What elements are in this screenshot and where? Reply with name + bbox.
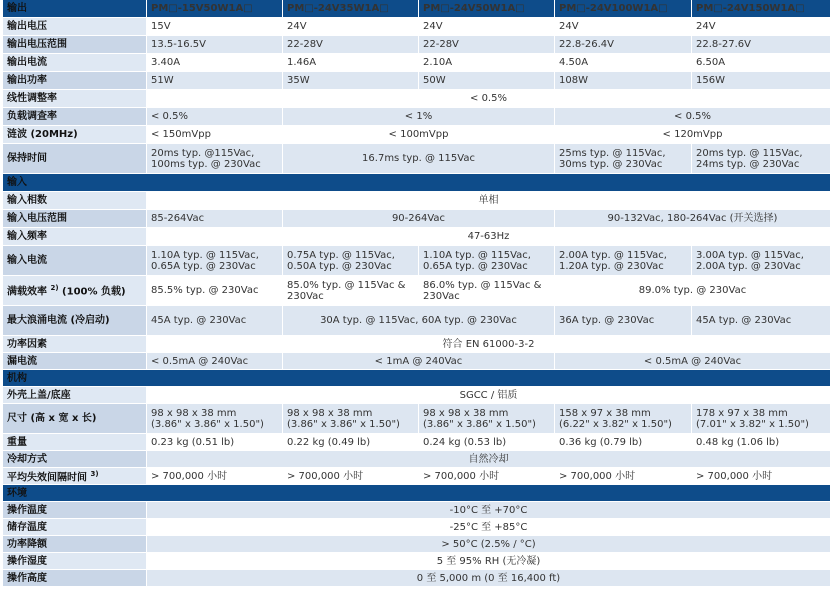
cell: 85-264Vac (147, 210, 283, 228)
table-row (3, 192, 831, 210)
cell (555, 246, 692, 276)
table-row (3, 276, 831, 306)
cell: < 0.5mA @ 240Vac (555, 353, 831, 370)
cell-line: 1.10A typ. @ 115Vac, (151, 249, 259, 261)
cell: 22.8-26.4V (555, 36, 692, 54)
row-label: 重量 (3, 434, 147, 451)
table-row (3, 536, 831, 553)
cell (419, 404, 555, 434)
cell: > 50°C (2.5% / °C) (147, 536, 831, 553)
cell-line: 2.00A typ. @ 115Vac, (559, 249, 667, 261)
label-text: 满载效率 (7, 286, 47, 298)
cell (692, 246, 831, 276)
table-row (3, 54, 831, 72)
table-row (3, 126, 831, 144)
table-row (3, 108, 831, 126)
cell: 15V (147, 18, 283, 36)
cell: 108W (555, 72, 692, 90)
cell: 13.5-16.5V (147, 36, 283, 54)
cell: 0.24 kg (0.53 lb) (419, 434, 555, 451)
cell-line: 24ms typ. @ 230Vac (696, 158, 800, 170)
table-row (3, 353, 831, 370)
cell-line: (3.86" x 3.86" x 1.50") (287, 418, 400, 430)
row-label: 漏电流 (3, 353, 147, 370)
cell: 156W (692, 72, 831, 90)
row-label: 储存温度 (3, 519, 147, 536)
cell-line: 2.00A typ. @ 230Vac (696, 260, 801, 272)
cell-line: (3.86" x 3.86" x 1.50") (151, 418, 264, 430)
cell (692, 144, 831, 174)
cell: < 120mVpp (555, 126, 831, 144)
cell: 36A typ. @ 230Vac (555, 306, 692, 336)
cell: < 0.5% (555, 108, 831, 126)
cell: < 0.5% (147, 108, 283, 126)
spec-table (3, 0, 831, 587)
section-mechanical-label: 机构 (3, 370, 831, 387)
table-row (3, 451, 831, 468)
cell-line: 0.65A typ. @ 230Vac (151, 260, 256, 272)
cell: 85.5% typ. @ 230Vac (147, 276, 283, 306)
cell (147, 404, 283, 434)
row-label (3, 468, 147, 485)
cell: 24V (283, 18, 419, 36)
label-text: 平均失效间隔时间 (7, 472, 87, 484)
cell-line: 30ms typ. @ 230Vac (559, 158, 663, 170)
cell (555, 144, 692, 174)
cell: 51W (147, 72, 283, 90)
cell-line: 0.50A typ. @ 230Vac (287, 260, 392, 272)
cell-line: 20ms typ. @115Vac, (151, 147, 255, 159)
cell: 50W (419, 72, 555, 90)
environment-header-row (3, 485, 831, 502)
cell: 4.50A (555, 54, 692, 72)
cell-line: 98 x 98 x 38 mm (151, 407, 237, 419)
table-row (3, 210, 831, 228)
cell-line: 25ms typ. @ 115Vac, (559, 147, 666, 159)
table-row (3, 519, 831, 536)
cell-line: 0.65A typ. @ 230Vac (423, 260, 528, 272)
cell: 0.36 kg (0.79 lb) (555, 434, 692, 451)
table-row (3, 72, 831, 90)
row-label: 负载调查率 (3, 108, 147, 126)
cell: 3.40A (147, 54, 283, 72)
row-label: 最大浪涌电流 (冷启动) (3, 306, 147, 336)
row-label: 外壳上盖/底座 (3, 387, 147, 404)
table-row (3, 18, 831, 36)
cell: 单相 (147, 192, 831, 210)
model-header: PM□-15V50W1A□ (147, 0, 283, 18)
footnote-marker: 3) (90, 470, 99, 478)
cell: 0.23 kg (0.51 lb) (147, 434, 283, 451)
cell: -10°C 至 +70°C (147, 502, 831, 519)
cell: 22-28V (283, 36, 419, 54)
cell: 24V (692, 18, 831, 36)
cell: 89.0% typ. @ 230Vac (555, 276, 831, 306)
table-row (3, 306, 831, 336)
cell (419, 276, 555, 306)
cell: > 700,000 小时 (419, 468, 555, 485)
row-label: 输入电压范围 (3, 210, 147, 228)
footnote-marker: 2) (50, 284, 59, 293)
table-row (3, 387, 831, 404)
row-label: 冷却方式 (3, 451, 147, 468)
section-output-label: 输出 (3, 0, 147, 18)
cell-line: 230Vac (287, 290, 324, 302)
cell-line: 1.10A typ. @ 115Vac, (423, 249, 531, 261)
cell-line: 230Vac (423, 290, 460, 302)
cell (555, 404, 692, 434)
cell: 90-132Vac, 180-264Vac (开关选择) (555, 210, 831, 228)
row-label: 输出电流 (3, 54, 147, 72)
table-row (3, 553, 831, 570)
cell-line: 1.20A typ. @ 230Vac (559, 260, 664, 272)
section-environment-label: 环境 (3, 485, 831, 502)
table-row (3, 502, 831, 519)
cell-line: 85.0% typ. @ 115Vac & (287, 279, 406, 291)
cell-line: 0.75A typ. @ 115Vac, (287, 249, 395, 261)
cell-line: 100ms typ. @ 230Vac (151, 158, 261, 170)
table-row (3, 228, 831, 246)
cell: 2.10A (419, 54, 555, 72)
row-label: 操作温度 (3, 502, 147, 519)
cell: > 700,000 小时 (555, 468, 692, 485)
cell (147, 144, 283, 174)
input-header-row (3, 174, 831, 192)
row-label: 操作湿度 (3, 553, 147, 570)
row-label: 输入电流 (3, 246, 147, 276)
section-input-label: 输入 (3, 174, 831, 192)
row-label: 功率因素 (3, 336, 147, 353)
cell: 24V (555, 18, 692, 36)
cell: < 1% (283, 108, 555, 126)
cell: 24V (419, 18, 555, 36)
cell: 符合 EN 61000-3-2 (147, 336, 831, 353)
cell (692, 404, 831, 434)
table-row (3, 468, 831, 485)
cell-line: 98 x 98 x 38 mm (423, 407, 509, 419)
row-label: 输出功率 (3, 72, 147, 90)
cell-line: 20ms typ. @ 115Vac, (696, 147, 803, 159)
row-label: 涟波 (20MHz) (3, 126, 147, 144)
cell: 1.46A (283, 54, 419, 72)
row-label (3, 276, 147, 306)
row-label: 尺寸 (高 x 宽 x 长) (3, 404, 147, 434)
cell: 22.8-27.6V (692, 36, 831, 54)
row-label: 操作高度 (3, 570, 147, 587)
table-row (3, 404, 831, 434)
cell-line: 98 x 98 x 38 mm (287, 407, 373, 419)
cell: 35W (283, 72, 419, 90)
model-header: PM□-24V50W1A□ (419, 0, 555, 18)
cell (283, 404, 419, 434)
cell: 16.7ms typ. @ 115Vac (283, 144, 555, 174)
output-header-row (3, 0, 831, 18)
cell: 22-28V (419, 36, 555, 54)
cell-line: (3.86" x 3.86" x 1.50") (423, 418, 536, 430)
table-row (3, 246, 831, 276)
cell (419, 246, 555, 276)
row-label: 输出电压范围 (3, 36, 147, 54)
label-suffix: (100% 负载) (58, 286, 126, 298)
cell: > 700,000 小时 (147, 468, 283, 485)
table-row (3, 570, 831, 587)
cell: 0.22 kg (0.49 lb) (283, 434, 419, 451)
cell: 47-63Hz (147, 228, 831, 246)
cell: > 700,000 小时 (283, 468, 419, 485)
cell-line: (7.01" x 3.82" x 1.50") (696, 418, 809, 430)
table-row (3, 336, 831, 353)
cell (283, 276, 419, 306)
cell (283, 246, 419, 276)
cell: 6.50A (692, 54, 831, 72)
cell: < 150mVpp (147, 126, 283, 144)
cell (147, 246, 283, 276)
row-label: 输入相数 (3, 192, 147, 210)
cell: < 0.5mA @ 240Vac (147, 353, 283, 370)
cell: 45A typ. @ 230Vac (147, 306, 283, 336)
cell: 自然冷却 (147, 451, 831, 468)
cell-line: 3.00A typ. @ 115Vac, (696, 249, 804, 261)
cell: < 1mA @ 240Vac (283, 353, 555, 370)
model-header: PM□-24V150W1A□ (692, 0, 831, 18)
row-label: 功率降额 (3, 536, 147, 553)
cell: SGCC / 铝质 (147, 387, 831, 404)
cell: 45A typ. @ 230Vac (692, 306, 831, 336)
mechanical-header-row (3, 370, 831, 387)
table-row (3, 90, 831, 108)
model-header: PM□-24V35W1A□ (283, 0, 419, 18)
cell: < 0.5% (147, 90, 831, 108)
cell-line: 178 x 97 x 38 mm (696, 407, 788, 419)
row-label: 线性调整率 (3, 90, 147, 108)
cell: 90-264Vac (283, 210, 555, 228)
cell-line: 158 x 97 x 38 mm (559, 407, 651, 419)
cell: 0.48 kg (1.06 lb) (692, 434, 831, 451)
cell: 0 至 5,000 m (0 至 16,400 ft) (147, 570, 831, 587)
row-label: 保持时间 (3, 144, 147, 174)
model-header: PM□-24V100W1A□ (555, 0, 692, 18)
table-row (3, 434, 831, 451)
cell: 5 至 95% RH (无冷凝) (147, 553, 831, 570)
cell-line: 86.0% typ. @ 115Vac & (423, 279, 542, 291)
table-row (3, 144, 831, 174)
cell: > 700,000 小时 (692, 468, 831, 485)
cell: < 100mVpp (283, 126, 555, 144)
cell: -25°C 至 +85°C (147, 519, 831, 536)
table-row (3, 36, 831, 54)
row-label: 输出电压 (3, 18, 147, 36)
cell-line: (6.22" x 3.82" x 1.50") (559, 418, 672, 430)
row-label: 输入频率 (3, 228, 147, 246)
cell: 30A typ. @ 115Vac, 60A typ. @ 230Vac (283, 306, 555, 336)
